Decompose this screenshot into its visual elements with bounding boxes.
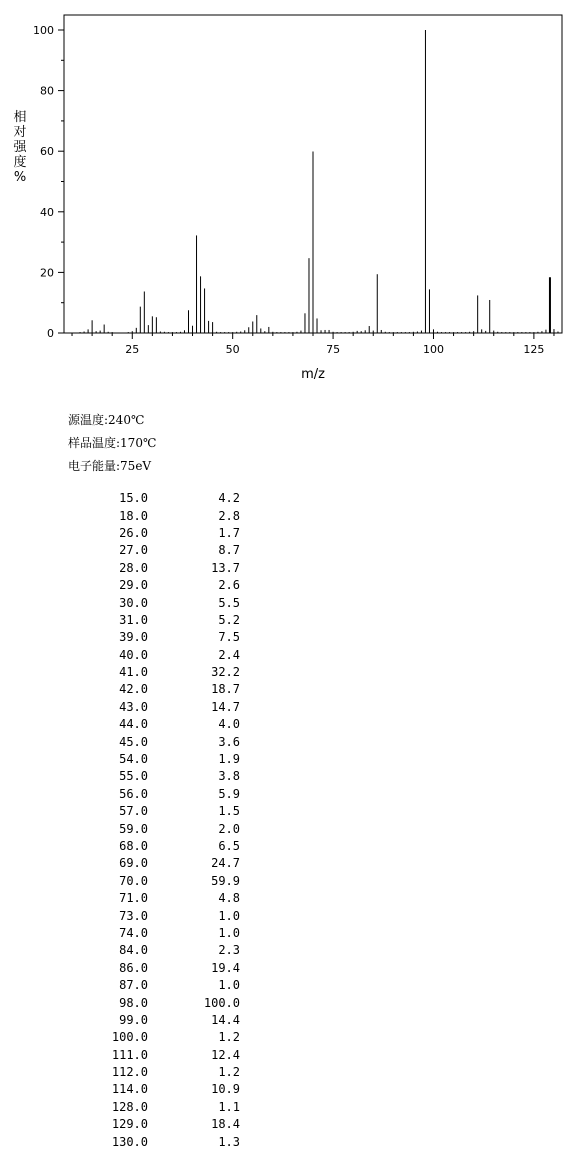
peak-intensity: 3.6 bbox=[218, 734, 240, 749]
x-tick-label: 75 bbox=[326, 343, 341, 356]
x-tick-label: 25 bbox=[125, 343, 140, 356]
peak-row bbox=[90, 560, 240, 577]
peak-intensity: 1.9 bbox=[218, 752, 240, 767]
peak-row bbox=[90, 1012, 240, 1029]
peak-row bbox=[90, 1116, 240, 1133]
peak-mz: 42.0 bbox=[119, 682, 148, 697]
y-tick-label: 0 bbox=[47, 327, 54, 340]
peak-intensity: 4.8 bbox=[218, 891, 240, 906]
peak-mz: 40.0 bbox=[119, 647, 148, 662]
peak-table-body bbox=[90, 490, 240, 1151]
peak-row bbox=[90, 699, 240, 716]
peak-row bbox=[90, 612, 240, 629]
peak-mz: 70.0 bbox=[119, 873, 148, 888]
peak-mz: 39.0 bbox=[119, 630, 148, 645]
peak-intensity: 32.2 bbox=[211, 665, 240, 680]
peak-intensity: 2.6 bbox=[218, 578, 240, 593]
y-axis-title-char: 强 bbox=[13, 140, 27, 155]
peak-intensity: 4.0 bbox=[218, 717, 240, 732]
peak-intensity: 1.1 bbox=[218, 1099, 240, 1114]
peak-mz: 29.0 bbox=[119, 578, 148, 593]
peak-mz: 112.0 bbox=[111, 1065, 148, 1080]
peak-intensity: 14.7 bbox=[211, 699, 240, 714]
peak-intensity: 14.4 bbox=[211, 1012, 240, 1027]
peak-mz: 99.0 bbox=[119, 1012, 148, 1027]
peak-row bbox=[90, 1047, 240, 1064]
peak-row bbox=[90, 629, 240, 646]
peak-mz: 18.0 bbox=[119, 508, 148, 523]
y-axis-title-char: 相 bbox=[13, 110, 27, 125]
peak-row bbox=[90, 1099, 240, 1116]
peak-row bbox=[90, 873, 240, 890]
mass-spectrum-chart bbox=[0, 0, 570, 390]
peak-intensity: 18.4 bbox=[211, 1117, 240, 1132]
peak-row bbox=[90, 1081, 240, 1098]
peak-intensity: 18.7 bbox=[211, 682, 240, 697]
peak-mz: 43.0 bbox=[119, 699, 148, 714]
peak-row bbox=[90, 716, 240, 733]
peak-mz: 31.0 bbox=[119, 612, 148, 627]
peak-row bbox=[90, 664, 240, 681]
peak-mz: 55.0 bbox=[119, 769, 148, 784]
peak-row bbox=[90, 994, 240, 1011]
peak-mz: 100.0 bbox=[111, 1030, 148, 1045]
peak-mz: 41.0 bbox=[119, 665, 148, 680]
peak-row bbox=[90, 681, 240, 698]
sample-temperature: 样品温度:170℃ bbox=[68, 436, 157, 450]
peak-row bbox=[90, 490, 240, 507]
peak-intensity: 1.0 bbox=[218, 925, 240, 940]
peak-row bbox=[90, 733, 240, 750]
peak-row bbox=[90, 1064, 240, 1081]
peak-row bbox=[90, 594, 240, 611]
peak-row bbox=[90, 803, 240, 820]
peak-intensity: 1.2 bbox=[218, 1030, 240, 1045]
peak-intensity: 2.8 bbox=[218, 508, 240, 523]
peak-row bbox=[90, 542, 240, 559]
peak-row bbox=[90, 647, 240, 664]
peak-mz: 114.0 bbox=[111, 1082, 148, 1097]
y-axis-title bbox=[10, 110, 30, 185]
peak-row bbox=[90, 786, 240, 803]
peak-row bbox=[90, 1029, 240, 1046]
peaks bbox=[92, 30, 554, 333]
y-axis-title-char: 对 bbox=[13, 125, 27, 140]
peak-mz: 74.0 bbox=[119, 925, 148, 940]
peak-mz: 73.0 bbox=[119, 908, 148, 923]
y-axis-title-char: % bbox=[13, 170, 27, 185]
y-tick-label: 40 bbox=[40, 205, 54, 219]
peak-intensity: 2.4 bbox=[218, 647, 240, 662]
peak-row bbox=[90, 820, 240, 837]
peak-intensity: 2.0 bbox=[218, 821, 240, 836]
peak-mz: 68.0 bbox=[119, 839, 148, 853]
peak-intensity: 3.8 bbox=[218, 769, 240, 784]
peak-row bbox=[90, 925, 240, 942]
y-tick-label: 100 bbox=[33, 24, 54, 37]
peak-intensity: 6.5 bbox=[218, 839, 240, 853]
peak-mz: 57.0 bbox=[119, 804, 148, 819]
peak-mz: 128.0 bbox=[111, 1099, 148, 1114]
peak-mz: 71.0 bbox=[119, 891, 148, 906]
peak-intensity: 2.3 bbox=[218, 943, 240, 958]
peak-intensity: 1.3 bbox=[218, 1134, 240, 1149]
peak-intensity: 1.2 bbox=[218, 1065, 240, 1080]
peak-mz: 44.0 bbox=[119, 717, 148, 732]
peak-intensity: 59.9 bbox=[211, 873, 240, 888]
peak-mz: 56.0 bbox=[119, 786, 148, 801]
peak-row bbox=[90, 890, 240, 907]
minor-peaks bbox=[80, 329, 558, 333]
peak-mz: 69.0 bbox=[119, 856, 148, 871]
peak-mz: 30.0 bbox=[119, 595, 148, 610]
peak-intensity: 1.0 bbox=[218, 908, 240, 923]
peak-mz: 15.0 bbox=[119, 491, 148, 506]
x-tick-label: 50 bbox=[225, 343, 240, 356]
peak-intensity: 1.5 bbox=[218, 804, 240, 819]
peak-mz: 59.0 bbox=[119, 821, 148, 836]
x-tick-label: 125 bbox=[523, 343, 545, 356]
electron-energy: 电子能量:75eV bbox=[68, 459, 152, 473]
source-temperature: 源温度:240℃ bbox=[68, 413, 145, 427]
x-axis-ticks bbox=[72, 333, 554, 356]
y-axis-title-char: 度 bbox=[13, 155, 27, 170]
peak-intensity: 19.4 bbox=[211, 960, 240, 975]
peak-mz: 111.0 bbox=[111, 1047, 148, 1062]
peak-intensity: 100.0 bbox=[203, 995, 240, 1010]
peak-mz: 28.0 bbox=[119, 560, 148, 575]
peak-row bbox=[90, 977, 240, 994]
peak-table bbox=[90, 490, 240, 1151]
peak-mz: 86.0 bbox=[119, 960, 148, 975]
peak-mz: 26.0 bbox=[119, 525, 148, 540]
peak-mz: 129.0 bbox=[111, 1117, 148, 1132]
peak-intensity: 24.7 bbox=[211, 856, 240, 871]
peak-intensity: 4.2 bbox=[218, 491, 240, 506]
measurement-conditions bbox=[68, 412, 156, 481]
peak-row bbox=[90, 907, 240, 924]
peak-row bbox=[90, 960, 240, 977]
peak-intensity: 1.7 bbox=[218, 525, 240, 540]
peak-row bbox=[90, 942, 240, 959]
peak-intensity: 7.5 bbox=[218, 630, 240, 645]
peak-mz: 130.0 bbox=[111, 1134, 148, 1149]
peak-intensity: 5.9 bbox=[218, 786, 240, 801]
peak-mz: 87.0 bbox=[119, 978, 148, 993]
peak-mz: 54.0 bbox=[119, 752, 148, 767]
peak-intensity: 1.0 bbox=[218, 978, 240, 993]
y-tick-label: 80 bbox=[40, 84, 54, 98]
peak-intensity: 8.7 bbox=[218, 543, 240, 558]
peak-row bbox=[90, 507, 240, 524]
peak-row bbox=[90, 855, 240, 872]
peak-row bbox=[90, 751, 240, 768]
x-axis-title: m/z bbox=[301, 367, 325, 382]
peak-mz: 84.0 bbox=[119, 943, 148, 958]
peak-row bbox=[90, 577, 240, 594]
peak-intensity: 13.7 bbox=[211, 560, 240, 575]
peak-mz: 27.0 bbox=[119, 543, 148, 558]
y-axis-ticks bbox=[33, 24, 64, 340]
x-tick-label: 100 bbox=[422, 343, 444, 356]
peak-mz: 98.0 bbox=[119, 995, 148, 1010]
peak-intensity: 5.2 bbox=[218, 612, 240, 627]
peak-intensity: 10.9 bbox=[211, 1082, 240, 1097]
y-tick-label: 20 bbox=[40, 266, 54, 280]
peak-row bbox=[90, 525, 240, 542]
peak-mz: 45.0 bbox=[119, 734, 148, 749]
peak-intensity: 5.5 bbox=[218, 595, 240, 610]
peak-row bbox=[90, 768, 240, 785]
peak-intensity: 12.4 bbox=[211, 1047, 240, 1062]
y-tick-label: 60 bbox=[40, 145, 54, 159]
peak-row bbox=[90, 1133, 240, 1150]
peak-row bbox=[90, 838, 240, 855]
